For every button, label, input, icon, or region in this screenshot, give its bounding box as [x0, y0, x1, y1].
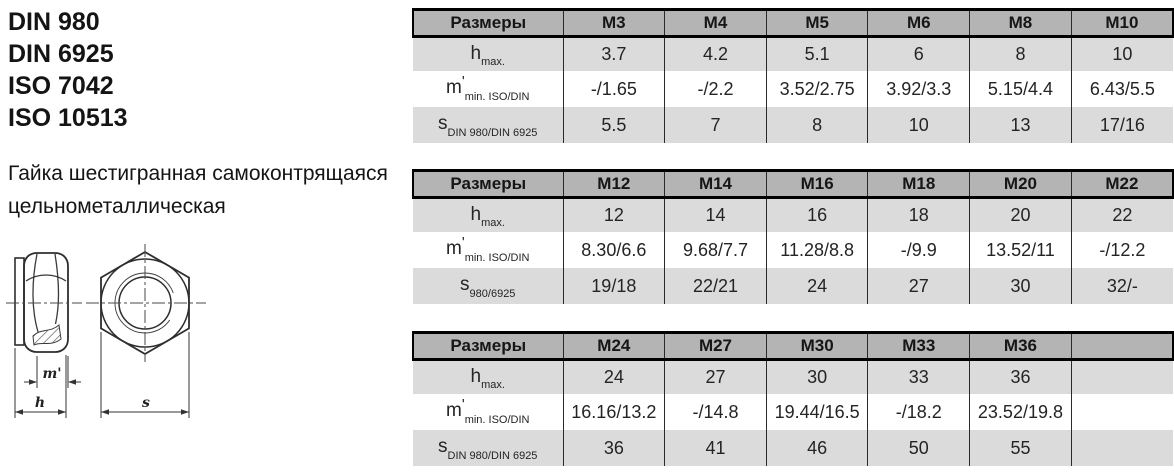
- value-cell: [1071, 394, 1173, 430]
- value-cell: 5.15/4.4: [970, 71, 1072, 107]
- value-cell: 8.30/6.6: [563, 232, 665, 268]
- header-cell-size-M6: M6: [868, 10, 970, 37]
- header-cell-size-M3: M3: [563, 10, 665, 37]
- row-label: $h_{max.}$: [413, 198, 563, 233]
- row-label: $m'_{min. ISO/DIN}$: [413, 71, 563, 107]
- value-cell: 18: [868, 198, 970, 233]
- table-row: [413, 394, 1173, 430]
- table-row: [413, 360, 1173, 395]
- row-label: $h_{max.}$: [413, 37, 563, 72]
- row-label: $s_{DIN 980/DIN 6925}$: [413, 430, 563, 466]
- value-cell: [1071, 430, 1173, 466]
- table-row: [413, 430, 1173, 466]
- standard-iso-10513: ISO 10513: [8, 104, 128, 132]
- value-cell: 22/21: [665, 268, 767, 304]
- header-cell-size-M24: M24: [563, 333, 665, 360]
- table-row: [413, 198, 1173, 233]
- header-cell-sizes: Размеры: [413, 333, 563, 360]
- value-cell: -/1.65: [563, 71, 665, 107]
- value-cell: -/14.8: [665, 394, 767, 430]
- value-cell: 55: [970, 430, 1072, 466]
- standard-din-6925: DIN 6925: [8, 40, 114, 68]
- header-cell-size-M10: M10: [1071, 10, 1173, 37]
- value-cell: 8: [766, 107, 868, 143]
- row-label: $s_{980/6925}$: [413, 268, 563, 304]
- value-cell: 4.2: [665, 37, 767, 72]
- dimension-m-prime: [24, 356, 81, 388]
- value-cell: 19/18: [563, 268, 665, 304]
- value-cell: 46: [766, 430, 868, 466]
- value-cell: 16: [766, 198, 868, 233]
- value-cell: 23.52/19.8: [970, 394, 1072, 430]
- table-row: [413, 268, 1173, 304]
- header-cell-size-M12: M12: [563, 171, 665, 198]
- value-cell: 12: [563, 198, 665, 233]
- header-cell-sizes: Размеры: [413, 171, 563, 198]
- nut-front-view: [86, 244, 206, 362]
- value-cell: 3.92/3.3: [868, 71, 970, 107]
- header-cell-size-M20: M20: [970, 171, 1072, 198]
- dimension-h: [15, 348, 66, 418]
- row-label: $h_{max.}$: [413, 360, 563, 395]
- value-cell: 5.1: [766, 37, 868, 72]
- nut-side-view: [6, 253, 82, 352]
- value-cell: 17/16: [1071, 107, 1173, 143]
- value-cell: 27: [868, 268, 970, 304]
- header-cell-size-M16: M16: [766, 171, 868, 198]
- value-cell: 24: [563, 360, 665, 395]
- header-cell-size-M36: M36: [970, 333, 1072, 360]
- nut-technical-drawing: [2, 240, 234, 474]
- table-row: [413, 107, 1173, 143]
- value-cell: 5.5: [563, 107, 665, 143]
- value-cell: 33: [868, 360, 970, 395]
- table-row: [413, 232, 1173, 268]
- value-cell: 36: [970, 360, 1072, 395]
- standard-iso-7042: ISO 7042: [8, 72, 114, 100]
- value-cell: 6.43/5.5: [1071, 71, 1173, 107]
- header-cell-size-M4: M4: [665, 10, 767, 37]
- value-cell: 10: [1071, 37, 1173, 72]
- table-header-row: [413, 171, 1173, 198]
- row-label: $m'_{min. ISO/DIN}$: [413, 232, 563, 268]
- standards-list: [8, 6, 128, 134]
- value-cell: 16.16/13.2: [563, 394, 665, 430]
- value-cell: 36: [563, 430, 665, 466]
- header-cell-size-M14: M14: [665, 171, 767, 198]
- table-row: [413, 71, 1173, 107]
- value-cell: -/18.2: [868, 394, 970, 430]
- value-cell: 19.44/16.5: [766, 394, 868, 430]
- header-cell-size-M8: M8: [970, 10, 1072, 37]
- value-cell: 13.52/11: [970, 232, 1072, 268]
- standard-din-980: DIN 980: [8, 8, 100, 36]
- value-cell: 27: [665, 360, 767, 395]
- value-cell: 11.28/8.8: [766, 232, 868, 268]
- value-cell: 32/-: [1071, 268, 1173, 304]
- header-cell-size-M18: M18: [868, 171, 970, 198]
- header-cell-size-M30: M30: [766, 333, 868, 360]
- value-cell: 13: [970, 107, 1072, 143]
- value-cell: 8: [970, 37, 1072, 72]
- value-cell: 20: [970, 198, 1072, 233]
- value-cell: 3.7: [563, 37, 665, 72]
- value-cell: 24: [766, 268, 868, 304]
- row-label: $s_{DIN 980/DIN 6925}$: [413, 107, 563, 143]
- header-cell-size-M27: M27: [665, 333, 767, 360]
- table-header-row: [413, 333, 1173, 360]
- header-cell-sizes: Размеры: [413, 10, 563, 37]
- spec-table-m3-m10: [412, 8, 1174, 143]
- value-cell: -/2.2: [665, 71, 767, 107]
- dim-label-s: s: [142, 395, 150, 411]
- spec-table-m12-m22: [412, 169, 1174, 304]
- header-cell-size-M22: M22: [1071, 171, 1173, 198]
- value-cell: 3.52/2.75: [766, 71, 868, 107]
- value-cell: 14: [665, 198, 767, 233]
- value-cell: 30: [970, 268, 1072, 304]
- dim-label-h: h: [34, 395, 46, 411]
- value-cell: 10: [868, 107, 970, 143]
- value-cell: 22: [1071, 198, 1173, 233]
- header-cell-size-empty: [1071, 333, 1173, 360]
- value-cell: -/12.2: [1071, 232, 1173, 268]
- product-description: Гайка шестигранная самоконтрящаяся цельнометаллическая: [8, 162, 388, 218]
- table-row: [413, 37, 1173, 72]
- dim-label-m-prime: m': [42, 366, 62, 382]
- value-cell: 9.68/7.7: [665, 232, 767, 268]
- value-cell: -/9.9: [868, 232, 970, 268]
- header-cell-size-M5: M5: [766, 10, 868, 37]
- value-cell: 6: [868, 37, 970, 72]
- value-cell: 41: [665, 430, 767, 466]
- value-cell: [1071, 360, 1173, 395]
- value-cell: 7: [665, 107, 767, 143]
- table-header-row: [413, 10, 1173, 37]
- row-label: $m'_{min. ISO/DIN}$: [413, 394, 563, 430]
- value-cell: 30: [766, 360, 868, 395]
- value-cell: 50: [868, 430, 970, 466]
- header-cell-size-M33: M33: [868, 333, 970, 360]
- spec-table-m24-m36: [412, 331, 1174, 466]
